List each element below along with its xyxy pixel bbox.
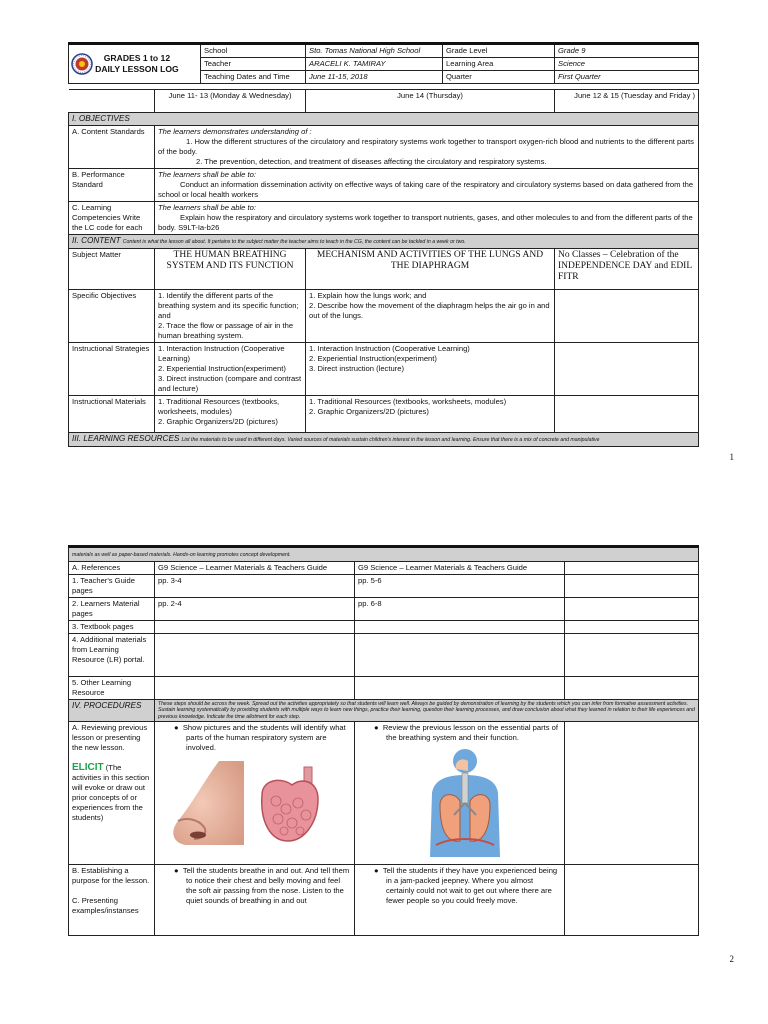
specific-day1 xyxy=(155,290,306,343)
content-standards-label: A. Content Standards xyxy=(69,126,155,169)
add-day3 xyxy=(565,634,699,677)
procedure-b-day2 xyxy=(355,865,565,936)
specific-1a: 1. Identify the different parts of the breathing system and its specific function; and xyxy=(158,291,299,320)
resources-title: III. LEARNING RESOURCES xyxy=(72,434,180,443)
strategies-1c: 3. Direct instruction (compare and contrast and lecture) xyxy=(158,374,302,393)
subject-day2: MECHANISM AND ACTIVITIES OF THE LUNGS AND THE DIAPHRAGM xyxy=(306,249,555,290)
procedure-b-label: B. Establishing a purpose for the lesson. xyxy=(72,866,150,886)
elicit-text: activities in this section will evoke or draw out prior concepts of or experiences from the students) xyxy=(72,773,150,823)
respiratory-system-picture xyxy=(410,749,520,857)
resources-note-cont-cell xyxy=(69,547,699,562)
subject-day3: No Classes – Celebration of the INDEPENDENCE DAY and EDIL FITR xyxy=(555,249,699,290)
subject-label: Subject Matter xyxy=(69,249,155,290)
add-day2 xyxy=(355,634,565,677)
procedure-a-2: ● Review the previous lesson on the essential parts of the breathing system and their function. xyxy=(374,723,558,743)
specific-2b: 2. Describe how the movement of the diaphragm helps the air go in and out of the lungs. xyxy=(309,301,550,320)
materials-day2 xyxy=(306,396,555,433)
competencies-label: C. Learning Competencies Write the LC code for each xyxy=(69,202,155,235)
content-standards-2: 2. The prevention, detection, and treatment of diseases affecting the circulatory and respiratory systems. xyxy=(196,157,547,166)
lungs-picture xyxy=(252,765,332,845)
procedure-b-day1 xyxy=(155,865,355,936)
quarter-label: Quarter xyxy=(443,71,555,84)
resources-note-cont: materials as well as paper-based materials. Hands-on learning promotes concept development. xyxy=(72,552,291,558)
content-standards-1: 1. How the different structures of the circulatory and respiratory systems work together to transport oxygen-rich blood and nutrients to the different parts of the body. xyxy=(158,137,694,156)
lm-label: 2. Learners Material pages xyxy=(69,598,155,621)
dates-label: Teaching Dates and Time xyxy=(201,71,306,84)
nose-picture xyxy=(164,761,244,845)
procedure-b-day3 xyxy=(565,865,699,936)
performance-label: B. Performance Standard xyxy=(69,169,155,202)
other-label: 5. Other Learning Resource xyxy=(69,677,155,700)
competencies-cell xyxy=(155,202,699,235)
other-day1 xyxy=(155,677,355,700)
section-content xyxy=(69,235,699,249)
area-label: Learning Area xyxy=(443,58,555,71)
specific-1b: 2. Trace the flow or passage of air in the human breathing system. xyxy=(158,321,294,340)
procedure-a-day3 xyxy=(565,722,699,865)
performance-text: Conduct an information dissemination activity on effective ways of taking care of the respiratory and circulatory systems based on data gathered from the school or local health workers xyxy=(158,180,694,199)
procedure-b-2: ● Tell the students if they have you experienced being in a jam-packed jeepney. Where you almost certainly could not wait to get out where there are fewer people so you could freely move. xyxy=(374,866,558,906)
lesson-log-page-1 xyxy=(68,42,699,447)
teacher-label: Teacher xyxy=(201,58,306,71)
strategies-day1 xyxy=(155,343,306,396)
tb-day2 xyxy=(355,621,565,634)
other-day3 xyxy=(565,677,699,700)
dates-value: June 11-15, 2018 xyxy=(306,71,443,84)
procedure-b-label-cell xyxy=(69,865,155,936)
performance-intro: The learners shall be able to: xyxy=(158,170,256,179)
quarter-value: First Quarter xyxy=(555,71,699,84)
strategies-2b: 2. Experiential Instruction(experiment) xyxy=(309,354,437,363)
content-title: II. CONTENT xyxy=(72,236,121,245)
materials-day3 xyxy=(555,396,699,433)
procedure-b-2-text: Tell the students if they have you experienced being in a jam-packed jeepney. Where you almost certainly could not wait to get out where there are fewer people so you could freely move. xyxy=(382,866,558,906)
procedure-b-1: ● Tell the students breathe in and out. And tell them to notice their chest and belly moving and feel the soft air passing from the nose. Listen to the quiet sounds of breathing in and out xyxy=(174,866,350,906)
strategies-2a: 1. Interaction Instruction (Cooperative Learning) xyxy=(309,344,470,353)
procedures-title: IV. PROCEDURES xyxy=(69,700,155,722)
other-day2 xyxy=(355,677,565,700)
teacher-value: ARACELI K. TAMIRAY xyxy=(306,58,443,71)
procedure-a-day2 xyxy=(355,722,565,865)
materials-1b: 2. Graphic Organizers/2D (pictures) xyxy=(158,417,278,426)
school-label: School xyxy=(201,44,306,58)
elicit-open: (The xyxy=(103,763,122,773)
procedure-a-label: A. Reviewing previous lesson or presenting the new lesson. xyxy=(72,723,148,753)
resources-note: List the materials to be used in different days. Varied sources of materials sustain children's interest in the lesson and learning. Ensure that there is a mix of concrete and manipulative xyxy=(181,437,600,443)
strategies-1a: 1. Interaction Instruction (Cooperative Learning) xyxy=(158,344,285,363)
references-day1: G9 Science – Learner Materials & Teachers Guide xyxy=(155,562,355,575)
day-1-header: June 11- 13 (Monday & Wednesday) xyxy=(155,90,306,113)
competencies-text: Explain how the respiratory and circulatory systems work together to transport nutrients, gases, and other molecules to and from the different parts of the body. S9LT-Ia-b26 xyxy=(158,213,693,232)
specific-2a: 1. Explain how the lungs work; and xyxy=(309,291,427,300)
add-day1 xyxy=(155,634,355,677)
school-value: Sto. Tomas National High School xyxy=(306,44,443,58)
competencies-intro: The learners shall be able to: xyxy=(158,203,256,212)
lm-day2: pp. 6-8 xyxy=(355,598,565,621)
procedure-a-1: ● Show pictures and the students will identify what parts of the human respiratory system are involved. xyxy=(174,723,346,753)
blank-corner xyxy=(69,90,155,113)
procedure-a-day1 xyxy=(155,722,355,865)
tb-day3 xyxy=(565,621,699,634)
materials-1a: 1. Traditional Resources (textbooks, worksheets, modules) xyxy=(158,397,280,416)
grade-value: Grade 9 xyxy=(555,44,699,58)
procedure-a-label-cell xyxy=(69,722,155,865)
page-number-2: 2 xyxy=(729,954,734,964)
lm-day3 xyxy=(565,598,699,621)
strategies-1b: 2. Experiential Instruction(experiment) xyxy=(158,364,286,373)
content-standards-intro: The learners demonstrates understanding of : xyxy=(158,127,312,136)
strategies-label: Instructional Strategies xyxy=(69,343,155,396)
header-title-line2: DAILY LESSON LOG xyxy=(95,64,179,74)
strategies-day3 xyxy=(555,343,699,396)
tg-day2: pp. 5-6 xyxy=(355,575,565,598)
lesson-log-page-2 xyxy=(68,545,699,936)
materials-2a: 1. Traditional Resources (textbooks, worksheets, modules) xyxy=(309,397,507,406)
deped-seal-logo xyxy=(71,53,93,75)
references-day3 xyxy=(565,562,699,575)
procedure-a-2-text: Review the previous lesson on the essential parts of the breathing system and their function. xyxy=(382,723,558,743)
references-label: A. References xyxy=(69,562,155,575)
tb-label: 3. Textbook pages xyxy=(69,621,155,634)
section-objectives: I. OBJECTIVES xyxy=(69,113,699,126)
lm-day1: pp. 2-4 xyxy=(155,598,355,621)
page-number-1: 1 xyxy=(729,452,734,462)
performance-cell xyxy=(155,169,699,202)
header-title-cell xyxy=(69,44,201,84)
strategies-2c: 3. Direct instruction (lecture) xyxy=(309,364,404,373)
day-2-header: June 14 (Thursday) xyxy=(306,90,555,113)
tg-label: 1. Teacher's Guide pages xyxy=(69,575,155,598)
materials-2b: 2. Graphic Organizers/2D (pictures) xyxy=(309,407,429,416)
specific-day3 xyxy=(555,290,699,343)
tb-day1 xyxy=(155,621,355,634)
content-standards-cell xyxy=(155,126,699,169)
procedure-b-1-text: Tell the students breathe in and out. And tell them to notice their chest and belly moving and feel the soft air passing from the nose. Listen to the quiet sounds of breathing in and out xyxy=(182,866,350,906)
grade-label: Grade Level xyxy=(443,44,555,58)
procedure-a-1-text: Show pictures and the students will identify what parts of the human respiratory system are involved. xyxy=(182,723,346,753)
area-value: Science xyxy=(555,58,699,71)
day-3-header: June 12 & 15 (Tuesday and Friday ) xyxy=(555,90,699,113)
section-resources xyxy=(69,433,699,447)
add-label: 4. Additional materials from Learning Resource (LR) portal. xyxy=(69,634,155,677)
header-title-line1: GRADES 1 to 12 xyxy=(103,53,171,63)
materials-day1 xyxy=(155,396,306,433)
references-day2: G9 Science – Learner Materials & Teachers Guide xyxy=(355,562,565,575)
strategies-day2 xyxy=(306,343,555,396)
tg-day3 xyxy=(565,575,699,598)
tg-day1: pp. 3-4 xyxy=(155,575,355,598)
specific-label: Specific Objectives xyxy=(69,290,155,343)
specific-day2 xyxy=(306,290,555,343)
subject-day1: THE HUMAN BREATHING SYSTEM AND ITS FUNCTION xyxy=(155,249,306,290)
procedures-note: These steps should be across the week. Spread out the activities appropriately so that students will learn well. Always be guided by demonstration of learning by the students which you can infer from formative assessment activities. Sustain learning systematically by providing students with multiple ways to learn new things, practice their learning, question their learning processes, and draw conclusion about what they learned in relation to their life experiences and previous knowledge. Indicate the time allotment for each step. xyxy=(155,700,699,722)
elicit-word: ELICIT xyxy=(72,762,104,774)
procedure-c-label: C. Presenting examples/instanses xyxy=(72,896,139,916)
materials-label: Instructional Materials xyxy=(69,396,155,433)
content-note: Content is what the lesson all about. It pertains to the subject matter the teacher aims to teach in the CG, the content can be tackled in a week or two. xyxy=(122,239,466,245)
